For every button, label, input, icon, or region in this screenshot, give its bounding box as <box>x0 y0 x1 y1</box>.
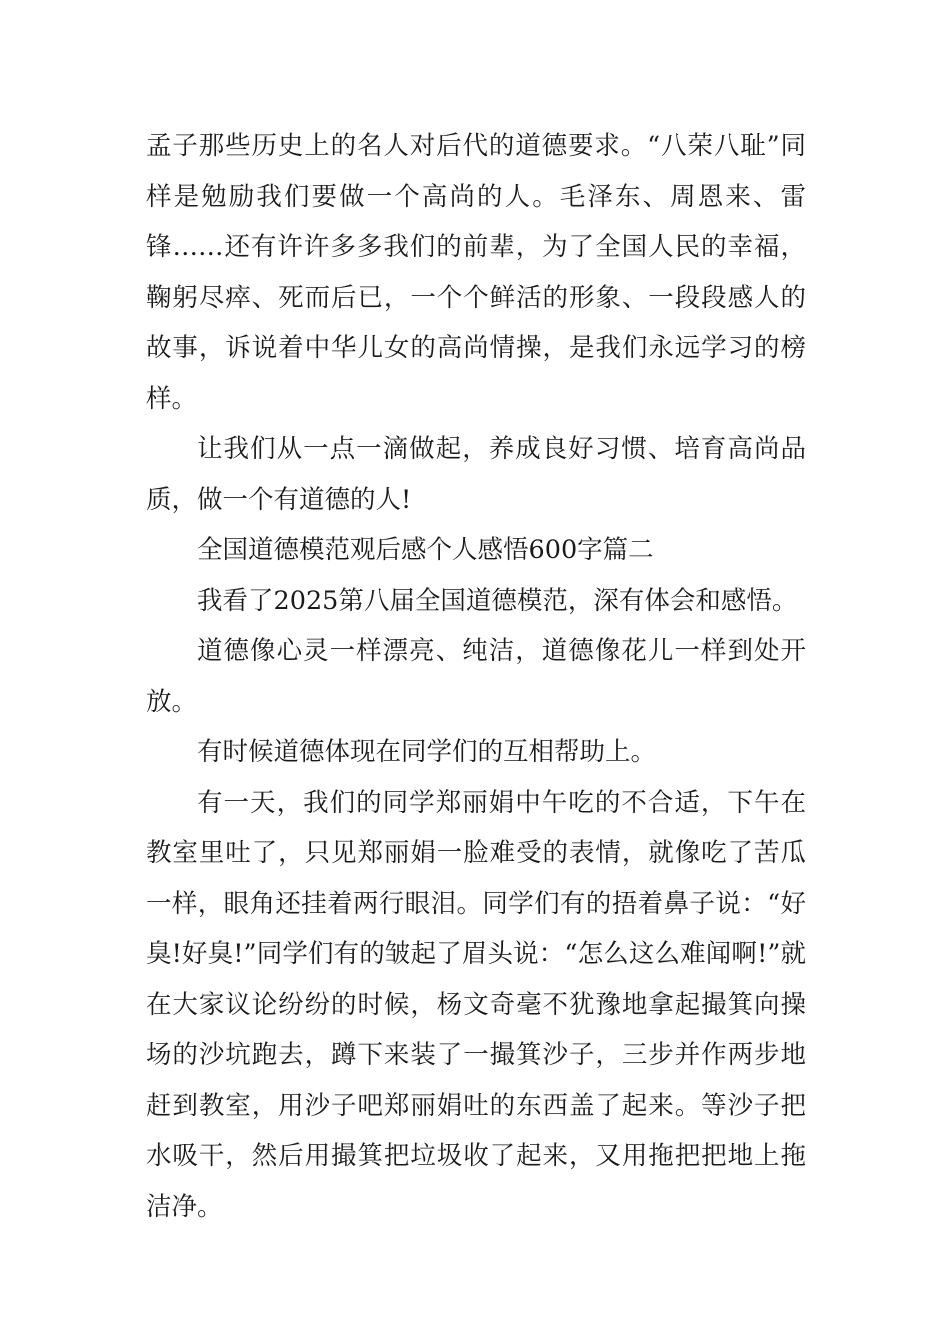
section-heading: 全国道德模范观后感个人感悟600字篇二 <box>197 535 654 565</box>
paragraph: 道德像心灵一样漂亮、纯洁，道德像花儿一样到处开放。 <box>146 636 806 717</box>
paragraph: 让我们从一点一滴做起，养成良好习惯、培育高尚品质，做一个有道德的人! <box>146 434 806 515</box>
paragraph: 有时候道德体现在同学们的互相帮助上。 <box>197 737 657 767</box>
paragraph: 我看了2025第八届全国道德模范，深有体会和感悟。 <box>197 585 798 616</box>
paragraph-continued: 孟子那些历史上的名人对后代的道德要求。“八荣八耻”同样是勉励我们要做一个高尚的人。毛泽东、周恩来、雷锋……还有许许多多我们的前辈，为了全国人民的幸福，鞠躬尽瘁、死而后已，一个个鲜活的形象、一段段感人的故事，诉说着中华儿女的高尚情操，是我们永远学习的榜样。 <box>146 131 806 414</box>
paragraph: 有一天，我们的同学郑丽娟中午吃的不合适，下午在教室里吐了，只见郑丽娟一脸难受的表情，就像吃了苦瓜一样，眼角还挂着两行眼泪。同学们有的捂着鼻子说：“好臭!好臭!”同学们有的皱起了眉头说：“怎么这么难闻啊!”就在大家议论纷纷的时候，杨文奇毫不犹豫地拿起撮箕向操场的沙坑跑去，蹲下来装了一撮箕沙子，三步并作两步地赶到教室，用沙子吧郑丽娟吐的东西盖了起来。等沙子把水吸干，然后用撮箕把垃圾收了起来，又用拖把把地上拖洁净。 <box>146 787 806 1222</box>
document-body <box>146 121 806 1232</box>
